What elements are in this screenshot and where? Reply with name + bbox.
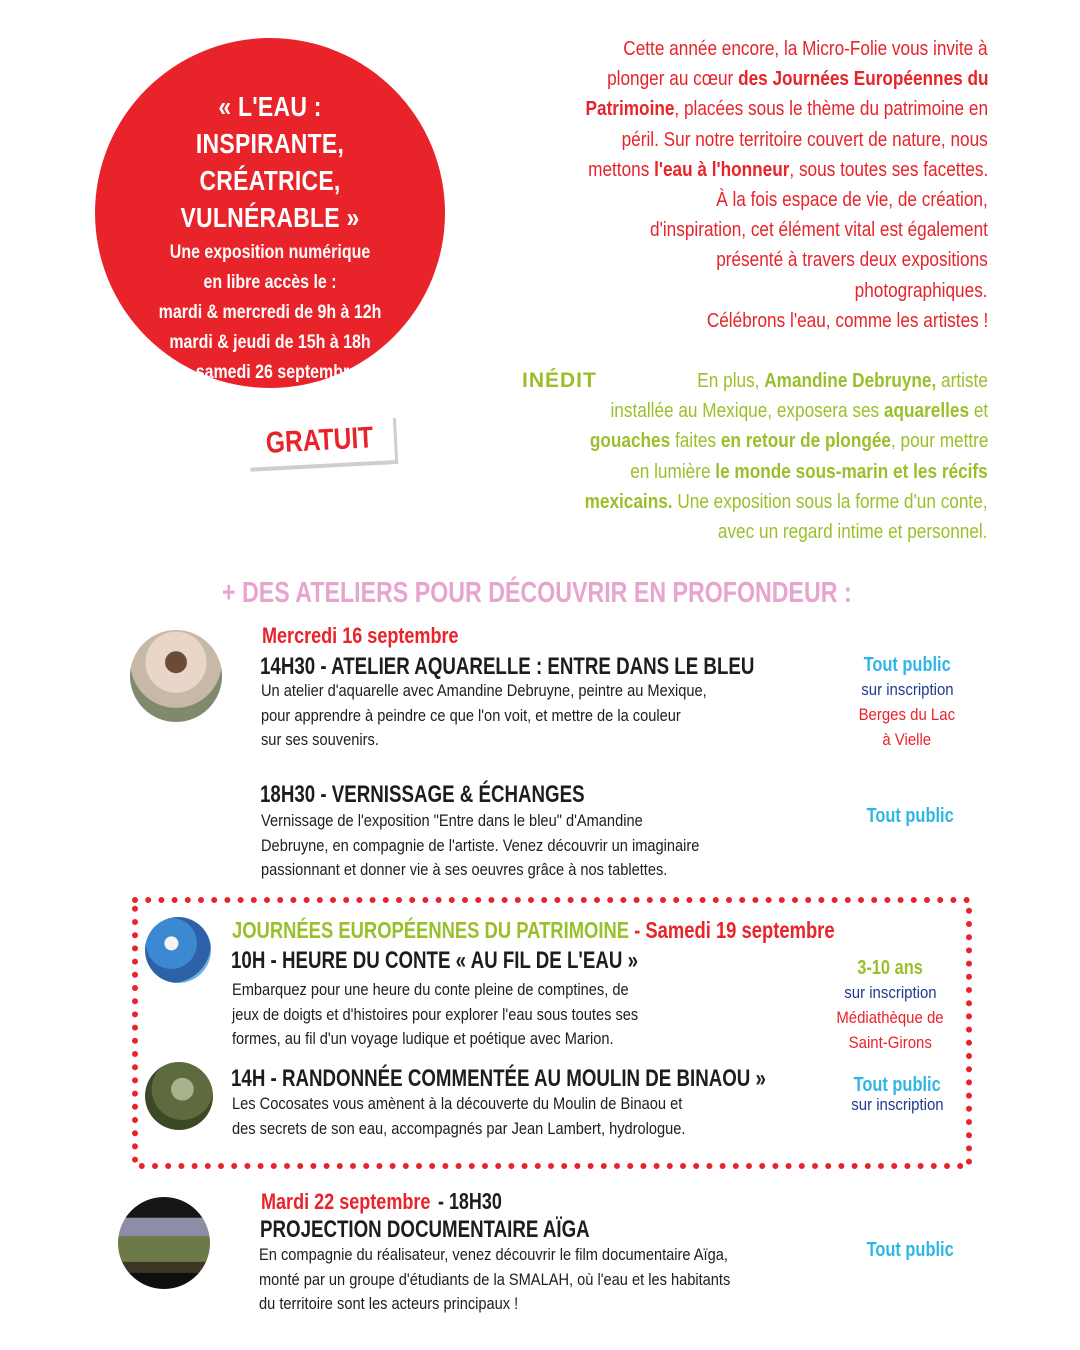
event3-info: 3-10 ans sur inscription Médiathèque de Saint-Girons [836,957,944,1052]
event4-registration: sur inscription [850,1095,944,1114]
event5-date: Mardi 22 septembre- 18H30 [261,1188,502,1214]
artist-portrait-image [130,630,222,722]
workshops-heading: + DES ATELIERS POUR DÉCOUVRIR EN PROFONDEUR : [222,577,852,609]
event5-audience: Tout public [866,1239,954,1261]
event3-audience: 3-10 ans [857,957,923,979]
event1-title: 14H30 - ATELIER AQUARELLE : ENTRE DANS LE BLEU [260,653,755,680]
event4-description: Les Cocosates vous amènent à la découverte du Moulin de Binaou et des secrets de son eau, accompagnés par Jean Lambert, hydrologue. [232,1094,686,1138]
event2-info [825,803,995,829]
event2-audience: Tout public [866,805,954,827]
event5-description: En compagnie du réalisateur, venez découvrir le film documentaire Aïga, monté par un groupe d'étudiants de la SMALAH, où l'eau et les habitants du territoire sont les acteurs principaux ! [259,1245,731,1313]
heritage-days-heading: JOURNÉES EUROPÉENNES DU PATRIMOINE - Samedi 19 septembre [232,917,835,943]
event4-info [812,1074,982,1115]
event5-title: PROJECTION DOCUMENTAIRE AÏGA [260,1216,590,1243]
event1-place: Berges du Lac [858,705,956,724]
event3-registration: sur inscription [843,983,937,1002]
event2-title: 18H30 - VERNISSAGE & ÉCHANGES [260,781,585,808]
event1-registration: sur inscription [860,680,954,699]
free-badge: GRATUIT [245,414,395,468]
event4-audience: Tout public [853,1074,941,1096]
event4-title: 14H - RANDONNÉE COMMENTÉE AU MOULIN DE BINAOU » [231,1065,766,1092]
documentary-still-image [118,1197,210,1289]
storytelling-illustration-image [145,917,211,983]
inedit-paragraph: En plus, Amandine Debruyne, artiste installée au Mexique, exposera ses aquarelles et gouaches faites en retour de plongée, pour mettre en lumière le monde sous-marin et les récifs mexicains. Une exposition sous la forme d'un conte, avec un regard intime et personnel. [585,370,988,544]
event3-place: Médiathèque de [836,1008,944,1027]
event5-info [825,1237,995,1263]
event1-description: Un atelier d'aquarelle avec Amandine Debruyne, peintre au Mexique, pour apprendre à peindre ce que l'on voit, et mettre de la couleur sur ses souvenirs. [261,681,707,749]
event1-info: Tout public sur inscription Berges du Lac à Vielle [858,654,956,749]
mill-photo-image [145,1062,213,1130]
event2-description: Vernissage de l'exposition "Entre dans le bleu" d'Amandine Debruyne, en compagnie de l'artiste. Venez découvrir un imaginaire passionnant et donner vie à ses oeuvres grâce à nos tablettes. [261,811,700,879]
event3-description: Embarquez pour une heure du conte pleine de comptines, de jeux de doigts et d'histoires pour explorer l'eau sous toutes ses formes, au fil d'un voyage ludique et poétique avec Marion. [232,980,639,1048]
inedit-tag: INÉDIT [522,369,597,392]
exhibition-info: Une exposition numérique en libre accès le : mardi & mercredi de 9h à 12h mardi & jeudi de 15h à 18h + samedi 26 septembre de 9h à 13h [158,242,382,413]
intro-paragraph: Cette année encore, la Micro-Folie vous invite à plonger au cœur des Journées Européennes du Patrimoine, placées sous le thème du patrimoine en péril. Sur notre territoire couvert de nature, nous mettons l'eau à l'honneur, sous toutes ses facettes. À la fois espace de vie, de création, d'inspiration, cet élément vital est également présenté à travers deux expositions photographiques. Célébrons l'eau, comme les artistes ! [585,38,988,332]
exhibition-title: « L'EAU : INSPIRANTE, CRÉATRICE, VULNÉRABLE » [180,91,360,233]
event3-title: 10H - HEURE DU CONTE « AU FIL DE L'EAU » [231,947,638,974]
event1-date: Mercredi 16 septembre [262,623,459,648]
exhibition-circle-text [95,88,445,418]
event1-audience: Tout public [863,654,951,676]
